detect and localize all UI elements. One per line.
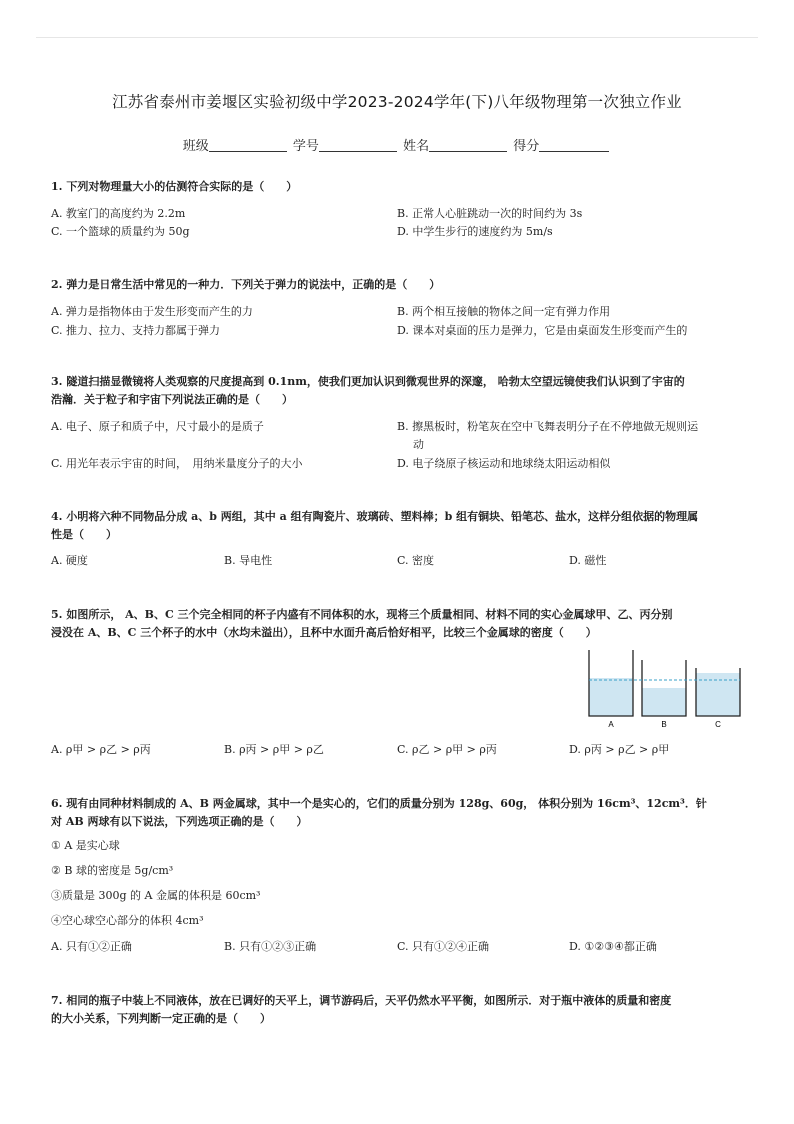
- question-6-statement-4: ④空心球空心部分的体积 4cm³: [51, 914, 204, 927]
- number-label: 学号: [292, 139, 319, 154]
- question-2-option-d[interactable]: D. 课本对桌面的压力是弹力，它是由桌面发生形变而产生的: [397, 324, 688, 337]
- cup-a-water: [589, 678, 633, 716]
- question-4-option-d[interactable]: D. 磁性: [569, 554, 607, 567]
- question-2-stem: 2. 弹力是日常生活中常见的一种力．下列关于弹力的说法中，正确的是（ ）: [51, 278, 441, 291]
- cup-b: [642, 660, 686, 716]
- question-6-option-d[interactable]: D. ①②③④都正确: [569, 940, 657, 953]
- question-6-stem-line-2: 对 AB 两球有以下说法，下列选项正确的是（ ）: [51, 815, 308, 828]
- question-1-option-c[interactable]: C. 一个篮球的质量约为 50g: [51, 225, 190, 238]
- question-7-stem-line-2: 的大小关系，下列判断一定正确的是（ ）: [51, 1012, 271, 1025]
- question-6-option-b[interactable]: B. 只有①②③正确: [224, 940, 317, 953]
- question-4-stem-line-2: 性是（ ）: [51, 528, 117, 541]
- question-3-option-d[interactable]: D. 电子绕原子核运动和地球绕太阳运动相似: [397, 457, 611, 470]
- score-blank[interactable]: [539, 151, 609, 152]
- question-5-option-b[interactable]: B. ρ丙 > ρ甲 > ρ乙: [224, 743, 324, 756]
- question-4-option-c[interactable]: C. 密度: [397, 554, 435, 567]
- three-cups-figure: [586, 648, 746, 730]
- question-1-stem: 1. 下列对物理量大小的估测符合实际的是（ ）: [51, 180, 298, 193]
- question-6-option-c[interactable]: C. 只有①②④正确: [397, 940, 490, 953]
- cup-c-water: [696, 673, 740, 716]
- question-3-option-b[interactable]: B. 擦黑板时，粉笔灰在空中飞舞表明分子在不停地做无规则运: [397, 420, 699, 433]
- cup-a: [589, 650, 633, 716]
- cup-a-label: A: [608, 720, 614, 729]
- question-1-option-b[interactable]: B. 正常人心脏跳动一次的时间约为 3s: [397, 207, 583, 220]
- cup-b-label: B: [661, 720, 667, 729]
- question-2-option-a[interactable]: A. 弹力是指物体由于发生形变而产生的力: [51, 305, 253, 318]
- number-blank[interactable]: [319, 151, 397, 152]
- question-3-option-a[interactable]: A. 电子、原子和质子中，尺寸最小的是质子: [51, 420, 264, 433]
- student-info-line: [0, 135, 794, 154]
- question-6-option-a[interactable]: A. 只有①②正确: [51, 940, 132, 953]
- question-2-option-c[interactable]: C. 推力、拉力、支持力都属于弹力: [51, 324, 221, 337]
- question-5-option-c[interactable]: C. ρ乙 > ρ甲 > ρ丙: [397, 743, 497, 756]
- question-4-option-b[interactable]: B. 导电性: [224, 554, 273, 567]
- question-5-stem-line-1: 5. 如图所示， A、B、C 三个完全相同的杯子内盛有不同体积的水，现将三个质量相同、材料不同的实心金属球甲、乙、丙分别: [51, 608, 673, 621]
- question-3-option-c[interactable]: C. 用光年表示宇宙的时间， 用纳米量度分子的大小: [51, 457, 303, 470]
- page-title: 江苏省泰州市姜堰区实验初级中学2023-2024学年(下)八年级物理第一次独立作业: [112, 93, 682, 111]
- question-2-option-b[interactable]: B. 两个相互接触的物体之间一定有弹力作用: [397, 305, 611, 318]
- question-4-option-a[interactable]: A. 硬度: [51, 554, 88, 567]
- question-3-option-b-wrap: 动: [413, 438, 424, 451]
- question-6-statement-1: ① A 是实心球: [51, 839, 120, 852]
- top-rule: [36, 37, 758, 38]
- cup-c: [696, 668, 740, 716]
- question-6-stem-line-1: 6. 现有由同种材料制成的 A、B 两金属球，其中一个是实心的，它们的质量分别为 128g、60g， 体积分别为 16cm³、12cm³．针: [51, 797, 707, 810]
- cup-b-water: [642, 688, 686, 716]
- name-blank[interactable]: [429, 151, 507, 152]
- question-5-option-d[interactable]: D. ρ丙 > ρ乙 > ρ甲: [569, 743, 670, 756]
- name-label: 姓名: [403, 139, 430, 154]
- class-label: 班级: [182, 139, 209, 154]
- score-label: 得分: [513, 139, 540, 154]
- question-7-stem-line-1: 7. 相同的瓶子中装上不同液体，放在已调好的天平上，调节游码后，天平仍然水平平衡，如图所示．对于瓶中液体的质量和密度: [51, 994, 672, 1007]
- question-5-option-a[interactable]: A. ρ甲 > ρ乙 > ρ丙: [51, 743, 151, 756]
- question-6-statement-3: ③质量是 300g 的 A 金属的体积是 60cm³: [51, 889, 261, 902]
- question-1-option-a[interactable]: A. 教室门的高度约为 2.2m: [51, 207, 186, 220]
- question-3-stem-line-2: 浩瀚．关于粒子和宇宙下列说法正确的是（ ）: [51, 393, 293, 406]
- question-6-statement-2: ② B 球的密度是 5g/cm³: [51, 864, 174, 877]
- question-4-stem-line-1: 4. 小明将六种不同物品分成 a、b 两组，其中 a 组有陶瓷片、玻璃砖、塑料棒；b 组有铜块、铅笔芯、盐水，这样分组依据的物理属: [51, 510, 699, 523]
- class-blank[interactable]: [209, 151, 287, 152]
- cup-c-label: C: [715, 720, 721, 729]
- question-3-stem-line-1: 3. 隧道扫描显微镜将人类观察的尺度提高到 0.1nm，使我们更加认识到微观世界的深邃， 哈勃太空望远镜使我们认识到了宇宙的: [51, 375, 685, 388]
- question-1-option-d[interactable]: D. 中学生步行的速度约为 5m/s: [397, 225, 553, 238]
- question-5-stem-line-2: 浸没在 A、B、C 三个杯子的水中（水均未溢出），且杯中水面升高后恰好相平，比较三个金属球的密度（ ）: [51, 626, 597, 639]
